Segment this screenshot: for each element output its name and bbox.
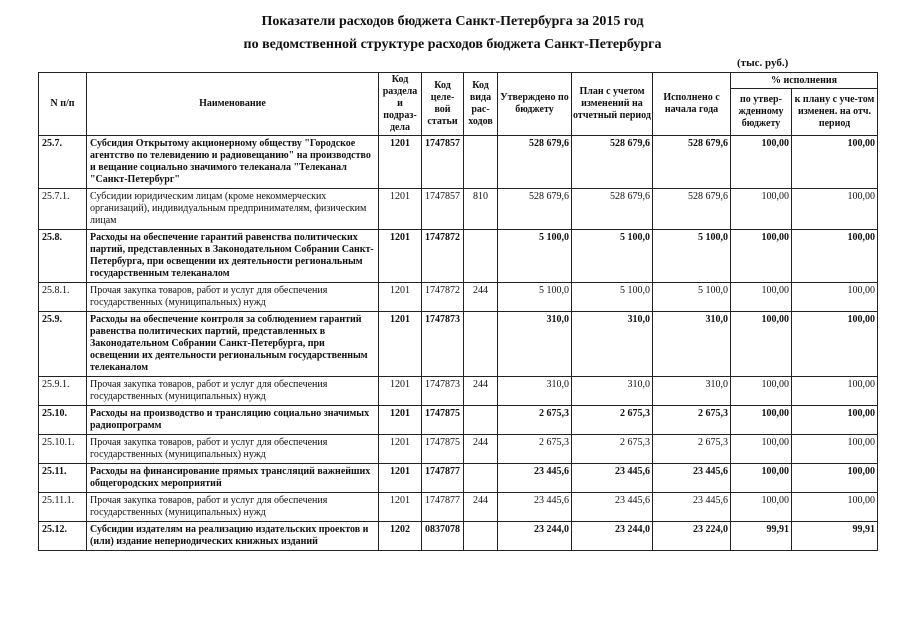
table-body xyxy=(39,136,878,551)
row-pct-budget: 100,00 xyxy=(731,464,792,493)
row-name: Субсидии юридическим лицам (кроме некоммерческих организаций), индивидуальным предпринимателям, физическим лицам xyxy=(87,189,379,230)
row-kod-statyi: 1747857 xyxy=(422,189,464,230)
row-kod-vida xyxy=(464,230,498,283)
row-name: Прочая закупка товаров, работ и услуг для обеспечения государственных (муниципальных) нужд xyxy=(87,283,379,312)
units-label: (тыс. руб.) xyxy=(737,57,789,69)
row-ispolneno: 5 100,0 xyxy=(653,230,731,283)
row-name: Расходы на производство и трансляцию социально значимых радиопрограмм xyxy=(87,406,379,435)
row-pct-budget: 100,00 xyxy=(731,283,792,312)
row-name: Прочая закупка товаров, работ и услуг для обеспечения государственных (муниципальных) нужд xyxy=(87,435,379,464)
row-plan: 23 445,6 xyxy=(572,464,653,493)
row-kod-vida: 244 xyxy=(464,435,498,464)
header-pct-budget: по утвер-жденному бюджету xyxy=(731,89,792,136)
row-pct-plan: 100,00 xyxy=(792,377,878,406)
row-number: 25.9.1. xyxy=(39,377,87,406)
table-row xyxy=(39,435,878,464)
row-ispolneno: 528 679,6 xyxy=(653,189,731,230)
row-name: Прочая закупка товаров, работ и услуг для обеспечения государственных (муниципальных) нужд xyxy=(87,377,379,406)
row-kod-razdela: 1202 xyxy=(379,522,422,551)
row-kod-razdela: 1201 xyxy=(379,312,422,377)
row-utverzhdeno: 2 675,3 xyxy=(498,435,572,464)
row-kod-statyi: 1747877 xyxy=(422,464,464,493)
header-num: N п/п xyxy=(39,73,87,136)
row-ispolneno: 23 445,6 xyxy=(653,464,731,493)
row-pct-budget: 100,00 xyxy=(731,377,792,406)
row-kod-vida: 244 xyxy=(464,283,498,312)
row-pct-plan: 100,00 xyxy=(792,230,878,283)
row-pct-budget: 100,00 xyxy=(731,312,792,377)
row-number: 25.8. xyxy=(39,230,87,283)
table-row xyxy=(39,522,878,551)
row-utverzhdeno: 5 100,0 xyxy=(498,230,572,283)
row-kod-statyi: 1747873 xyxy=(422,312,464,377)
header-utverzhdeno: Утверждено по бюджету xyxy=(498,73,572,136)
row-name: Субсидии издателям на реализацию издательских проектов и (или) издание непериодических книжных изданий xyxy=(87,522,379,551)
row-plan: 2 675,3 xyxy=(572,406,653,435)
table-row xyxy=(39,230,878,283)
budget-table xyxy=(38,72,878,551)
row-ispolneno: 23 445,6 xyxy=(653,493,731,522)
row-number: 25.11. xyxy=(39,464,87,493)
document-title: Показатели расходов бюджета Санкт-Петербурга за 2015 год xyxy=(261,14,644,29)
row-utverzhdeno: 528 679,6 xyxy=(498,136,572,189)
row-pct-budget: 100,00 xyxy=(731,493,792,522)
row-ispolneno: 310,0 xyxy=(653,377,731,406)
table-row xyxy=(39,312,878,377)
row-kod-razdela: 1201 xyxy=(379,406,422,435)
table-row xyxy=(39,464,878,493)
row-pct-budget: 100,00 xyxy=(731,435,792,464)
row-number: 25.7.1. xyxy=(39,189,87,230)
row-plan: 23 445,6 xyxy=(572,493,653,522)
row-ispolneno: 310,0 xyxy=(653,312,731,377)
header-kod-statyi: Код целе-вой статьи xyxy=(422,73,464,136)
row-pct-budget: 100,00 xyxy=(731,189,792,230)
row-utverzhdeno: 310,0 xyxy=(498,312,572,377)
row-number: 25.7. xyxy=(39,136,87,189)
row-pct-budget: 100,00 xyxy=(731,230,792,283)
row-kod-vida xyxy=(464,464,498,493)
row-number: 25.8.1. xyxy=(39,283,87,312)
row-pct-plan: 100,00 xyxy=(792,136,878,189)
row-utverzhdeno: 310,0 xyxy=(498,377,572,406)
row-number: 25.10. xyxy=(39,406,87,435)
table-row xyxy=(39,406,878,435)
row-pct-plan: 100,00 xyxy=(792,435,878,464)
row-name: Прочая закупка товаров, работ и услуг для обеспечения государственных (муниципальных) нужд xyxy=(87,493,379,522)
row-number: 25.10.1. xyxy=(39,435,87,464)
row-plan: 2 675,3 xyxy=(572,435,653,464)
row-plan: 23 244,0 xyxy=(572,522,653,551)
row-kod-vida: 810 xyxy=(464,189,498,230)
row-ispolneno: 5 100,0 xyxy=(653,283,731,312)
header-ispolneno: Исполнено с начала года xyxy=(653,73,731,136)
row-pct-plan: 100,00 xyxy=(792,493,878,522)
row-kod-vida: 244 xyxy=(464,377,498,406)
row-plan: 5 100,0 xyxy=(572,230,653,283)
row-pct-plan: 100,00 xyxy=(792,312,878,377)
row-kod-statyi: 1747872 xyxy=(422,230,464,283)
row-kod-statyi: 1747877 xyxy=(422,493,464,522)
row-ispolneno: 2 675,3 xyxy=(653,406,731,435)
row-number: 25.9. xyxy=(39,312,87,377)
table-row xyxy=(39,283,878,312)
header-pct-plan: к плану с уче-том изменен. на отч. период xyxy=(792,89,878,136)
row-utverzhdeno: 2 675,3 xyxy=(498,406,572,435)
header-percent-group: % исполнения xyxy=(731,73,878,89)
document-subtitle: по ведомственной структуре расходов бюджета Санкт-Петербурга xyxy=(243,37,662,52)
row-plan: 528 679,6 xyxy=(572,136,653,189)
row-name: Расходы на обеспечение гарантий равенства политических партий, представленных в Законодательном Собрании Санкт-Петербурга, при освещении их деятельности региональным государственным телеканалом xyxy=(87,230,379,283)
row-pct-plan: 100,00 xyxy=(792,464,878,493)
row-kod-razdela: 1201 xyxy=(379,230,422,283)
table-row xyxy=(39,136,878,189)
header-plan: План с учетом изменений на отчетный период xyxy=(572,73,653,136)
row-plan: 5 100,0 xyxy=(572,283,653,312)
row-kod-statyi: 1747857 xyxy=(422,136,464,189)
row-kod-statyi: 0837078 xyxy=(422,522,464,551)
row-ispolneno: 2 675,3 xyxy=(653,435,731,464)
row-number: 25.11.1. xyxy=(39,493,87,522)
row-number: 25.12. xyxy=(39,522,87,551)
row-pct-plan: 100,00 xyxy=(792,189,878,230)
row-kod-razdela: 1201 xyxy=(379,435,422,464)
row-kod-razdela: 1201 xyxy=(379,283,422,312)
header-kod-razdela: Код раздела и подраз-дела xyxy=(379,73,422,136)
row-pct-budget: 100,00 xyxy=(731,136,792,189)
row-kod-statyi: 1747875 xyxy=(422,406,464,435)
row-ispolneno: 528 679,6 xyxy=(653,136,731,189)
row-kod-razdela: 1201 xyxy=(379,377,422,406)
row-pct-budget: 99,91 xyxy=(731,522,792,551)
row-name: Расходы на обеспечение контроля за соблюдением гарантий равенства политических партий, представленных в Законодательном Собрании Санкт-Петербурга, при освещении их деятельности региональным государственным телеканалом xyxy=(87,312,379,377)
row-utverzhdeno: 23 244,0 xyxy=(498,522,572,551)
row-kod-vida xyxy=(464,312,498,377)
header-kod-vida: Код вида рас-ходов xyxy=(464,73,498,136)
row-pct-plan: 99,91 xyxy=(792,522,878,551)
row-plan: 310,0 xyxy=(572,377,653,406)
row-utverzhdeno: 23 445,6 xyxy=(498,493,572,522)
row-kod-vida xyxy=(464,406,498,435)
table-row xyxy=(39,493,878,522)
row-ispolneno: 23 224,0 xyxy=(653,522,731,551)
table-row xyxy=(39,377,878,406)
row-pct-plan: 100,00 xyxy=(792,406,878,435)
row-kod-statyi: 1747873 xyxy=(422,377,464,406)
row-kod-razdela: 1201 xyxy=(379,493,422,522)
row-kod-statyi: 1747875 xyxy=(422,435,464,464)
table-row xyxy=(39,189,878,230)
row-kod-razdela: 1201 xyxy=(379,464,422,493)
row-utverzhdeno: 528 679,6 xyxy=(498,189,572,230)
row-utverzhdeno: 5 100,0 xyxy=(498,283,572,312)
row-kod-vida xyxy=(464,522,498,551)
row-kod-statyi: 1747872 xyxy=(422,283,464,312)
row-utverzhdeno: 23 445,6 xyxy=(498,464,572,493)
row-kod-razdela: 1201 xyxy=(379,136,422,189)
row-plan: 528 679,6 xyxy=(572,189,653,230)
row-name: Субсидия Открытому акционерному обществу "Городское агентство по телевидению и радиовещанию" на производство и вещание социально значимого телеканала "Телеканал "Санкт-Петербург" xyxy=(87,136,379,189)
row-pct-budget: 100,00 xyxy=(731,406,792,435)
row-pct-plan: 100,00 xyxy=(792,283,878,312)
header-name: Наименование xyxy=(87,73,379,136)
row-kod-vida xyxy=(464,136,498,189)
row-plan: 310,0 xyxy=(572,312,653,377)
row-kod-vida: 244 xyxy=(464,493,498,522)
row-kod-razdela: 1201 xyxy=(379,189,422,230)
row-name: Расходы на финансирование прямых трансляций важнейших общегородских мероприятий xyxy=(87,464,379,493)
